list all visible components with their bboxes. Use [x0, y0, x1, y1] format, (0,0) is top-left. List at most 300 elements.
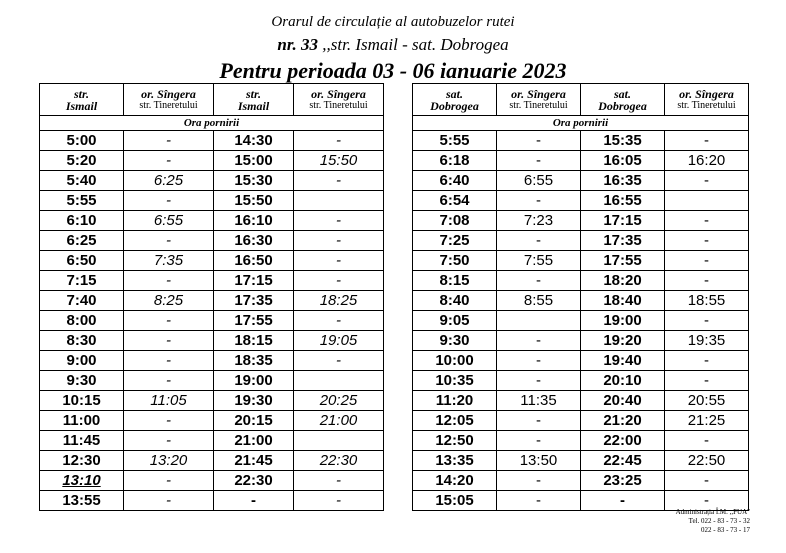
departure-time-cell — [413, 271, 497, 291]
departure-time: 14:20 — [435, 472, 474, 489]
singera-time-cell — [497, 311, 581, 331]
singera-time-cell — [665, 191, 749, 211]
departure-time-cell — [40, 291, 124, 311]
departure-time-cell — [413, 211, 497, 231]
departure-time: 6:25 — [66, 232, 97, 249]
column-header-departure — [581, 84, 665, 116]
departure-time-cell — [413, 311, 497, 331]
timetable-ismail — [39, 83, 384, 511]
departure-time: 15:50 — [234, 192, 273, 209]
departure-time-cell — [413, 171, 497, 191]
header-text: or. Sîngera — [511, 86, 566, 101]
singera-time-cell — [294, 291, 384, 311]
departure-time-cell — [581, 251, 665, 271]
departure-time: 16:30 — [234, 232, 273, 249]
departure-time: 10:15 — [62, 392, 101, 409]
singera-time-cell — [665, 171, 749, 191]
departure-time: 5:00 — [66, 132, 97, 149]
singera-time: 20:55 — [687, 392, 726, 409]
singera-time-cell — [124, 211, 214, 231]
singera-time: - — [166, 412, 171, 429]
table-row — [40, 391, 384, 411]
departure-time: 19:20 — [603, 332, 642, 349]
singera-time: 15:50 — [319, 152, 358, 169]
departure-time: 13:35 — [435, 452, 474, 469]
singera-time: - — [166, 192, 171, 209]
singera-time: - — [166, 352, 171, 369]
departure-time-cell — [40, 191, 124, 211]
singera-time-cell — [124, 191, 214, 211]
table-row — [413, 411, 749, 431]
singera-time: - — [166, 152, 171, 169]
departure-time: 21:20 — [603, 412, 642, 429]
departure-time: 15:05 — [435, 492, 474, 509]
departure-time-cell — [581, 371, 665, 391]
singera-time-cell — [294, 331, 384, 351]
departure-time-cell — [413, 391, 497, 411]
departure-time-cell — [413, 371, 497, 391]
departure-time: 11:45 — [62, 432, 101, 449]
table-row — [40, 311, 384, 331]
departure-time: 5:40 — [66, 172, 97, 189]
singera-time: 19:35 — [687, 332, 726, 349]
singera-time-cell — [294, 271, 384, 291]
header-text: Dobrogea — [598, 98, 647, 113]
departure-time: 12:30 — [62, 452, 101, 469]
departure-time-cell — [40, 171, 124, 191]
singera-time: - — [536, 192, 541, 209]
singera-time-cell — [497, 251, 581, 271]
singera-time-cell — [497, 231, 581, 251]
departure-time: 16:05 — [603, 152, 642, 169]
departure-time-cell — [413, 151, 497, 171]
singera-time: - — [536, 492, 541, 509]
singera-time: 8:55 — [523, 292, 554, 309]
singera-time-cell — [497, 151, 581, 171]
departure-time-cell — [581, 191, 665, 211]
departure-time-cell — [581, 431, 665, 451]
departure-time: 18:20 — [603, 272, 642, 289]
departure-time-cell — [214, 391, 294, 411]
departure-time: 20:10 — [603, 372, 642, 389]
departure-time: 9:00 — [66, 352, 97, 369]
table-row — [413, 291, 749, 311]
singera-time: - — [704, 492, 709, 509]
departure-time-cell — [214, 351, 294, 371]
departure-time: 13:55 — [62, 492, 101, 509]
table-row — [413, 351, 749, 371]
table-row — [413, 171, 749, 191]
departure-time: 10:35 — [435, 372, 474, 389]
departure-time-cell — [40, 311, 124, 331]
singera-time: 13:20 — [149, 452, 188, 469]
departure-time-cell — [581, 151, 665, 171]
departure-time-cell — [413, 251, 497, 271]
table-row — [40, 131, 384, 151]
singera-time-cell — [665, 331, 749, 351]
singera-time: - — [704, 372, 709, 389]
departure-time-cell — [40, 211, 124, 231]
singera-time-cell — [124, 491, 214, 511]
departure-time: 18:40 — [603, 292, 642, 309]
header-text: sat. — [445, 86, 463, 101]
singera-time-cell — [294, 191, 384, 211]
departure-time: 11:20 — [435, 392, 474, 409]
departure-time-cell — [413, 411, 497, 431]
table-row — [40, 431, 384, 451]
departure-time-cell — [40, 411, 124, 431]
departure-time: 22:30 — [234, 472, 273, 489]
singera-time-cell — [124, 271, 214, 291]
singera-time-cell — [665, 131, 749, 151]
table-row — [413, 251, 749, 271]
singera-time-cell — [124, 371, 214, 391]
departure-time: 19:30 — [234, 392, 273, 409]
departure-time: 16:10 — [234, 212, 273, 229]
singera-time-cell — [665, 231, 749, 251]
departure-time-cell — [581, 391, 665, 411]
departure-time-cell — [581, 171, 665, 191]
departure-time-cell — [214, 491, 294, 511]
departure-time: 17:15 — [603, 212, 642, 229]
departure-time-cell — [581, 451, 665, 471]
departure-time: - — [620, 492, 625, 509]
table-row — [413, 391, 749, 411]
departure-time-cell — [214, 191, 294, 211]
departure-time: 8:15 — [439, 272, 470, 289]
singera-time-cell — [294, 211, 384, 231]
singera-time-cell — [124, 251, 214, 271]
departure-time: 15:30 — [234, 172, 273, 189]
departure-subheader: Ora pornirii — [40, 116, 384, 131]
column-header-departure — [40, 84, 124, 116]
singera-time-cell — [497, 471, 581, 491]
singera-time-cell — [124, 451, 214, 471]
header-text: or. Sîngera — [141, 86, 196, 101]
singera-time: - — [166, 272, 171, 289]
singera-time-cell — [124, 391, 214, 411]
singera-time-cell — [665, 271, 749, 291]
departure-time-cell — [214, 371, 294, 391]
singera-time: 21:25 — [687, 412, 726, 429]
singera-time: 18:25 — [319, 292, 358, 309]
departure-time: 21:00 — [234, 432, 273, 449]
header-text: str. — [245, 86, 261, 101]
column-header-singera — [497, 84, 581, 116]
departure-time: 17:55 — [603, 252, 642, 269]
departure-time-cell — [40, 371, 124, 391]
header-text: or. Sîngera — [311, 86, 366, 101]
singera-time-cell — [124, 231, 214, 251]
table-row — [40, 411, 384, 431]
singera-time: - — [704, 352, 709, 369]
departure-time-cell — [214, 251, 294, 271]
singera-time-cell — [497, 451, 581, 471]
departure-time: 7:08 — [439, 212, 470, 229]
singera-time: 11:35 — [520, 392, 557, 409]
departure-time: 17:15 — [234, 272, 273, 289]
departure-time-cell — [413, 351, 497, 371]
departure-time-cell — [40, 231, 124, 251]
departure-time: 21:45 — [234, 452, 273, 469]
singera-time-cell — [124, 311, 214, 331]
departure-time-cell — [581, 131, 665, 151]
table-row — [40, 231, 384, 251]
departure-time: 13:10 — [62, 472, 101, 489]
departure-time: 11:00 — [62, 412, 101, 429]
singera-time: 6:55 — [153, 212, 184, 229]
table-row — [413, 231, 749, 251]
departure-time-cell — [413, 291, 497, 311]
singera-time-cell — [294, 491, 384, 511]
column-header-departure — [413, 84, 497, 116]
singera-time-cell — [665, 291, 749, 311]
singera-time-cell — [665, 351, 749, 371]
singera-time-cell — [665, 251, 749, 271]
singera-time-cell — [497, 271, 581, 291]
singera-time-cell — [497, 411, 581, 431]
departure-time-cell — [413, 131, 497, 151]
column-header-singera — [124, 84, 214, 116]
singera-time-cell — [294, 311, 384, 331]
singera-time: - — [704, 272, 709, 289]
period-title: Pentru perioada 03 - 06 ianuarie 2023 — [219, 58, 567, 83]
departure-time: 19:00 — [603, 312, 642, 329]
departure-time: 5:20 — [66, 152, 97, 169]
departure-time: 7:15 — [66, 272, 97, 289]
singera-time: - — [336, 352, 341, 369]
singera-time-cell — [294, 131, 384, 151]
header-text: str. Tineretului — [677, 99, 736, 111]
singera-time-cell — [124, 351, 214, 371]
singera-time: - — [166, 332, 171, 349]
singera-time-cell — [294, 451, 384, 471]
departure-time-cell — [40, 151, 124, 171]
departure-time: 16:55 — [603, 192, 642, 209]
table-row — [40, 491, 384, 511]
departure-time: 9:30 — [439, 332, 470, 349]
singera-time: 8:25 — [153, 292, 184, 309]
departure-time-cell — [413, 331, 497, 351]
table-row — [413, 331, 749, 351]
departure-time: 18:35 — [234, 352, 273, 369]
departure-time: 19:00 — [234, 372, 273, 389]
singera-time: - — [704, 472, 709, 489]
singera-time: - — [166, 472, 171, 489]
singera-time: 22:30 — [319, 452, 358, 469]
table-row — [40, 171, 384, 191]
route-name: ,,str. Ismail - sat. Dobrogea — [318, 35, 509, 54]
singera-time-cell — [294, 391, 384, 411]
singera-time: - — [704, 172, 709, 189]
singera-time: - — [536, 132, 541, 149]
departure-time: 17:55 — [234, 312, 273, 329]
phone-number: Tel. 022 - 83 - 73 - 32 — [688, 517, 750, 525]
singera-time: 20:25 — [319, 392, 358, 409]
singera-time-cell — [497, 391, 581, 411]
departure-time-cell — [214, 471, 294, 491]
singera-time: - — [166, 492, 171, 509]
departure-time-cell — [40, 491, 124, 511]
departure-time-cell — [413, 191, 497, 211]
departure-time-cell — [214, 411, 294, 431]
singera-time-cell — [665, 411, 749, 431]
departure-time: 18:15 — [234, 332, 273, 349]
departure-time-cell — [581, 231, 665, 251]
departure-time: 14:30 — [234, 132, 273, 149]
table-row — [413, 191, 749, 211]
table-row — [40, 351, 384, 371]
departure-time: 22:45 — [603, 452, 642, 469]
header-text: or. Sîngera — [679, 86, 734, 101]
departure-time: 16:50 — [234, 252, 273, 269]
administration-label: Administrația Î.M. ,,PUA" — [675, 508, 750, 516]
departure-time-cell — [40, 131, 124, 151]
departure-time-cell — [413, 231, 497, 251]
departure-time-cell — [214, 291, 294, 311]
table-row — [413, 371, 749, 391]
singera-time: 6:25 — [153, 172, 184, 189]
singera-time: - — [536, 352, 541, 369]
singera-time-cell — [665, 211, 749, 231]
departure-time-cell — [581, 471, 665, 491]
singera-time: - — [336, 272, 341, 289]
singera-time-cell — [124, 331, 214, 351]
singera-time: 16:20 — [687, 152, 726, 169]
singera-time: - — [336, 492, 341, 509]
departure-time-cell — [40, 451, 124, 471]
singera-time: - — [704, 252, 709, 269]
singera-time-cell — [124, 291, 214, 311]
departure-time-cell — [581, 331, 665, 351]
departure-time: 10:00 — [435, 352, 474, 369]
singera-time: - — [536, 472, 541, 489]
header-text: Dobrogea — [430, 98, 479, 113]
singera-time: - — [704, 212, 709, 229]
singera-time: - — [336, 212, 341, 229]
departure-time: 12:05 — [435, 412, 474, 429]
departure-time: 6:40 — [439, 172, 470, 189]
singera-time-cell — [294, 151, 384, 171]
table-row — [40, 211, 384, 231]
departure-time: 8:40 — [439, 292, 470, 309]
timetable-title: Orarul de circulație al autobuzelor rutei — [271, 14, 515, 30]
departure-time: 9:05 — [439, 312, 470, 329]
departure-time-cell — [40, 351, 124, 371]
singera-time: - — [536, 232, 541, 249]
singera-time: - — [536, 372, 541, 389]
singera-time: - — [336, 252, 341, 269]
singera-time: - — [166, 432, 171, 449]
singera-time-cell — [124, 151, 214, 171]
departure-time: 15:00 — [234, 152, 273, 169]
footer-contact — [620, 508, 750, 535]
table-row — [413, 451, 749, 471]
header-text: str. Tineretului — [309, 99, 368, 111]
route-line — [0, 35, 786, 55]
singera-time-cell — [294, 171, 384, 191]
singera-time-cell — [665, 311, 749, 331]
table-row — [40, 251, 384, 271]
departure-time-cell — [413, 431, 497, 451]
singera-time: - — [536, 152, 541, 169]
table-row — [40, 271, 384, 291]
singera-time: - — [704, 232, 709, 249]
singera-time: - — [704, 432, 709, 449]
departure-time-cell — [40, 431, 124, 451]
singera-time-cell — [497, 371, 581, 391]
singera-time-cell — [124, 411, 214, 431]
departure-time: 20:15 — [234, 412, 273, 429]
header-text: str. — [73, 86, 89, 101]
departure-time: 7:40 — [66, 292, 97, 309]
singera-time: 13:50 — [519, 452, 558, 469]
departure-time: 17:35 — [603, 232, 642, 249]
departure-time-cell — [214, 331, 294, 351]
departure-time-cell — [214, 451, 294, 471]
header-text: str. Tineretului — [139, 99, 198, 111]
departure-subheader: Ora pornirii — [413, 116, 749, 131]
route-number: nr. 33 — [277, 35, 318, 54]
singera-time-cell — [124, 431, 214, 451]
singera-time-cell — [665, 371, 749, 391]
singera-time-cell — [497, 291, 581, 311]
departure-time: 8:00 — [66, 312, 97, 329]
table-row — [413, 311, 749, 331]
departure-time-cell — [581, 291, 665, 311]
singera-time-cell — [294, 231, 384, 251]
header-text: sat. — [613, 86, 631, 101]
timetable-dobrogea — [412, 83, 749, 511]
singera-time-cell — [665, 391, 749, 411]
singera-time-cell — [497, 331, 581, 351]
singera-time: - — [536, 412, 541, 429]
singera-time: - — [536, 432, 541, 449]
departure-time: 6:54 — [439, 192, 470, 209]
singera-time-cell — [665, 471, 749, 491]
departure-time: 19:40 — [603, 352, 642, 369]
singera-time: - — [336, 232, 341, 249]
singera-time: 7:23 — [523, 212, 554, 229]
singera-time-cell — [665, 151, 749, 171]
table-row — [413, 271, 749, 291]
table-row — [40, 471, 384, 491]
singera-time: 22:50 — [687, 452, 726, 469]
departure-time: 6:18 — [439, 152, 470, 169]
singera-time-cell — [497, 491, 581, 511]
singera-time: - — [536, 332, 541, 349]
singera-time-cell — [294, 251, 384, 271]
departure-time-cell — [214, 231, 294, 251]
departure-time-cell — [40, 391, 124, 411]
departure-time: 16:35 — [603, 172, 642, 189]
singera-time-cell — [124, 471, 214, 491]
singera-time: - — [336, 472, 341, 489]
singera-time: - — [166, 132, 171, 149]
departure-time-cell — [214, 271, 294, 291]
table-row — [40, 151, 384, 171]
table-row — [413, 211, 749, 231]
singera-time-cell — [124, 131, 214, 151]
departure-time-cell — [581, 271, 665, 291]
singera-time-cell — [497, 211, 581, 231]
departure-time: 23:25 — [603, 472, 642, 489]
departure-time-cell — [581, 411, 665, 431]
header-text: Ismail — [65, 98, 98, 113]
departure-time-cell — [581, 351, 665, 371]
departure-time: 20:40 — [603, 392, 642, 409]
singera-time-cell — [124, 171, 214, 191]
